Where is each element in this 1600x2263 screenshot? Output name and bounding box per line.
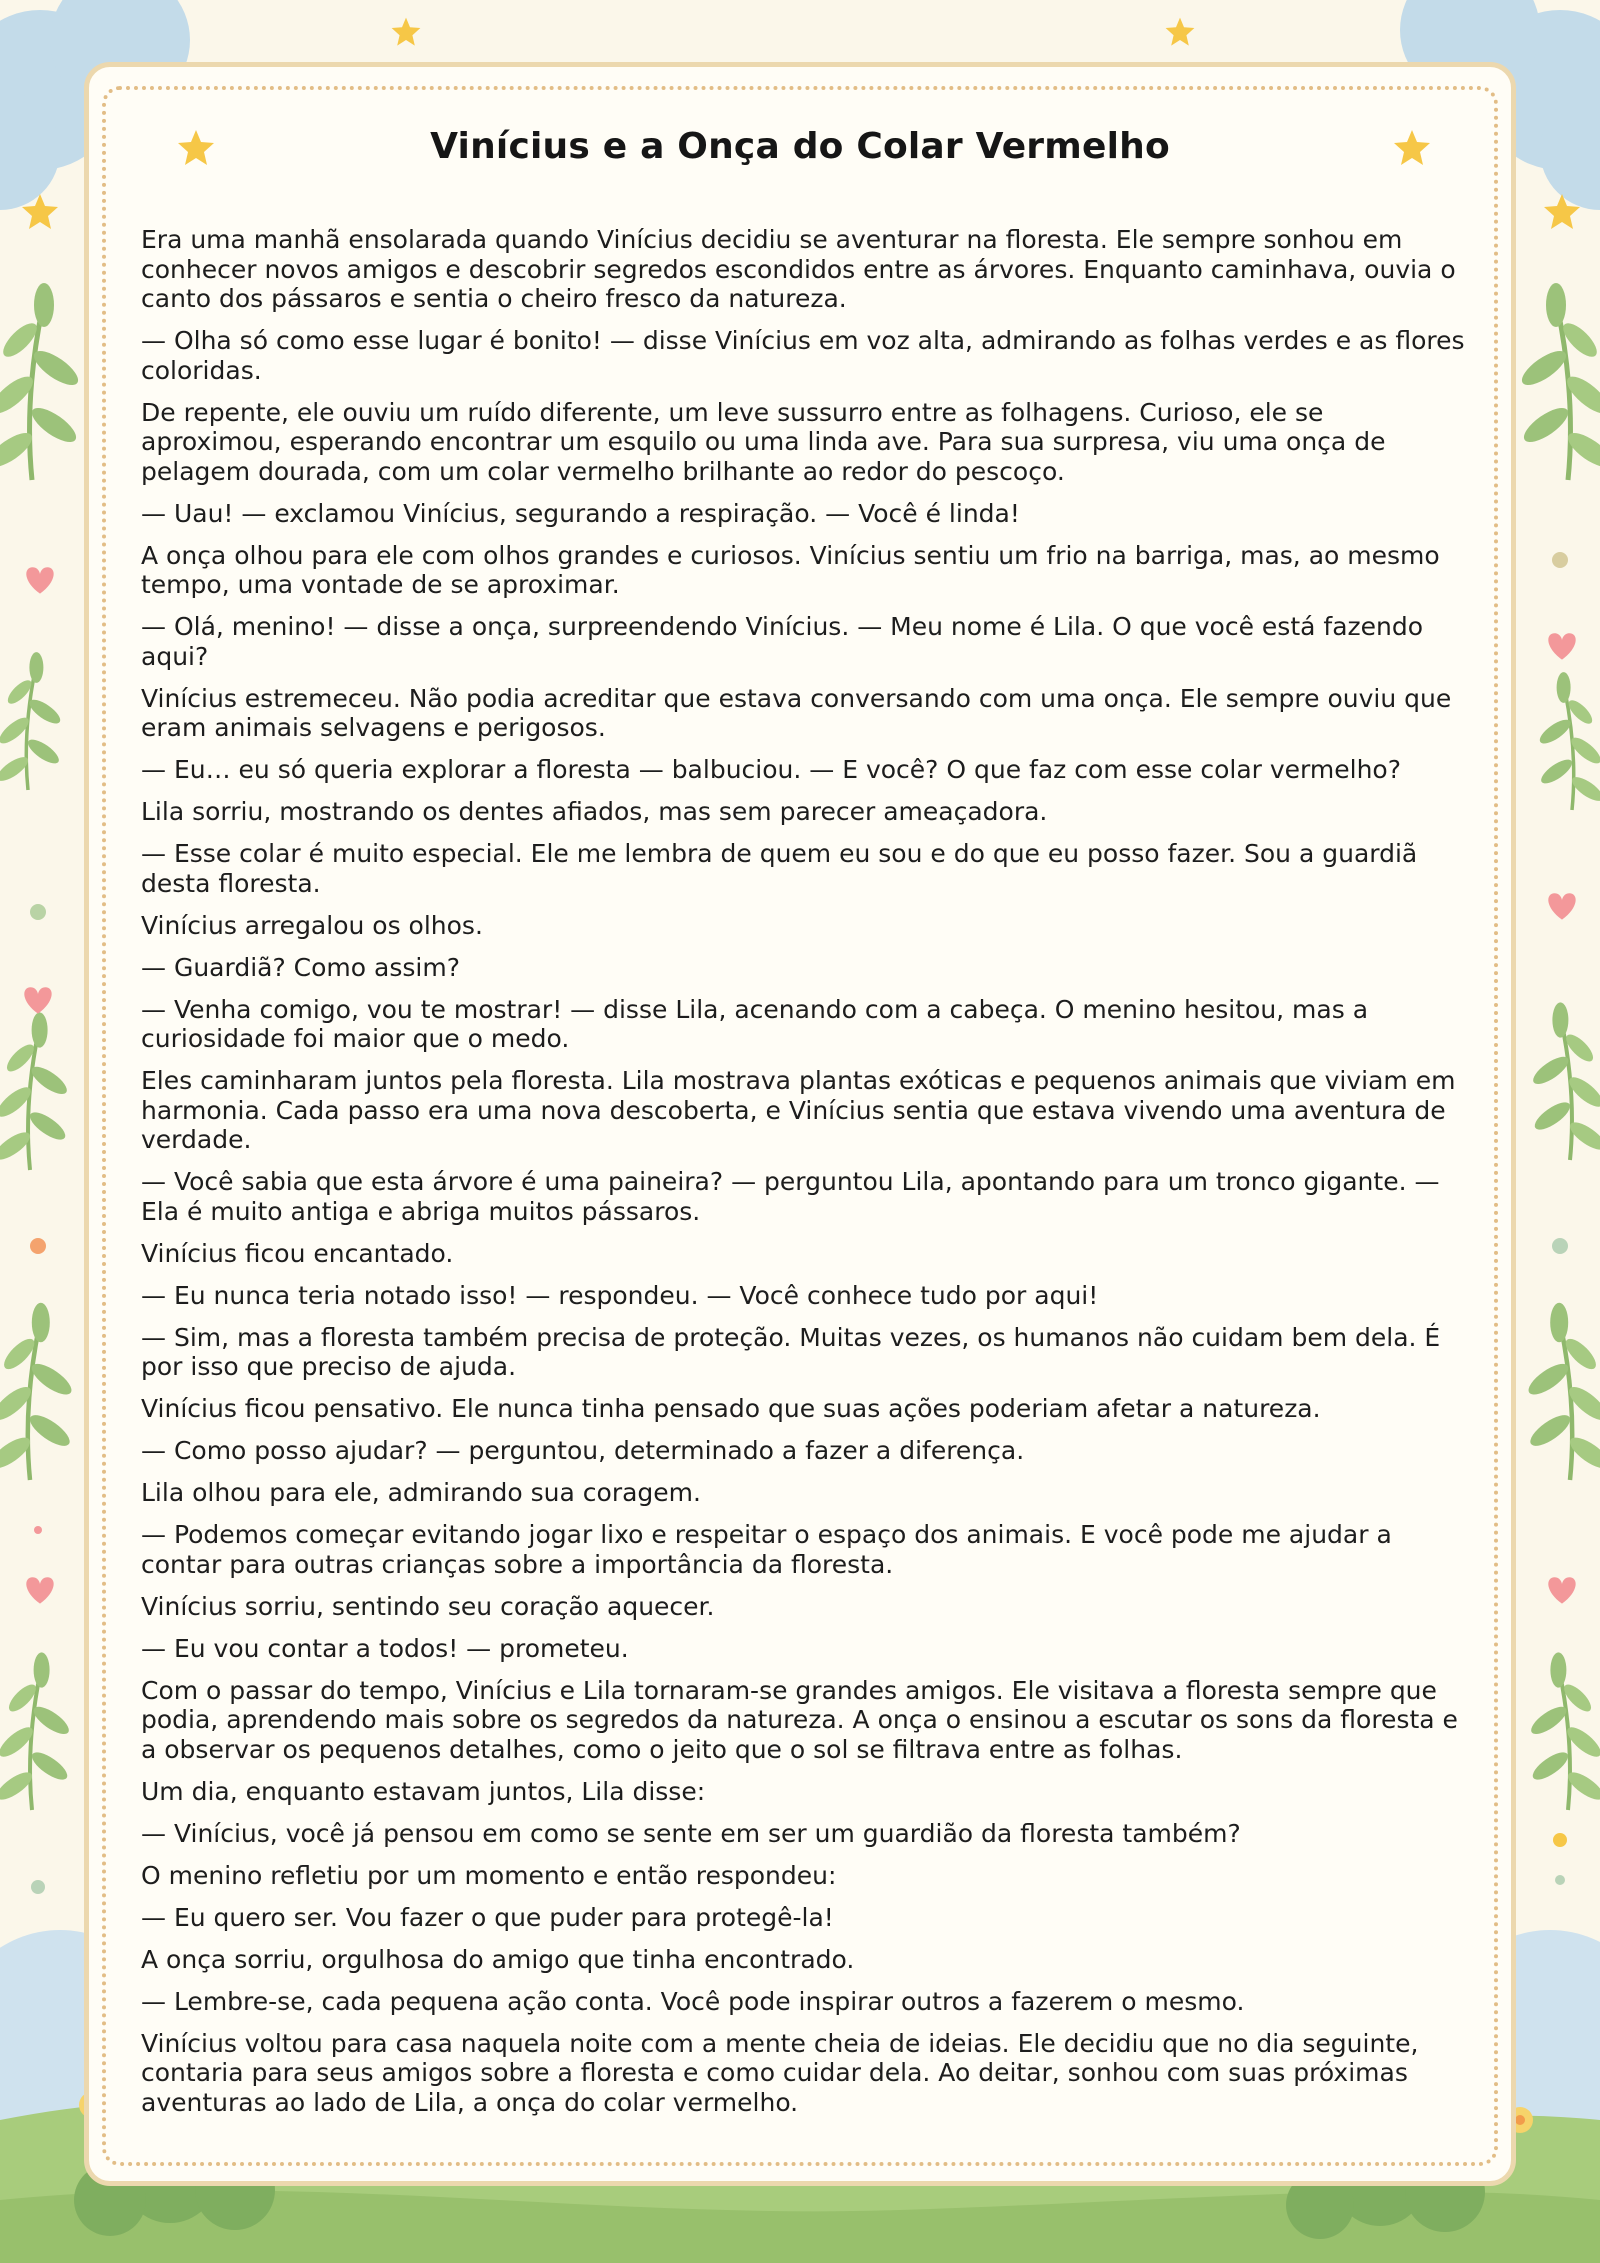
- story-paragraph: — Como posso ajudar? — perguntou, determinado a fazer a diferença.: [141, 1436, 1025, 1465]
- story-paragraph: — Venha comigo, vou te mostrar! — disse Lila, acenando com a cabeça. O menino hesitou, mas a curiosidade foi maior que o medo.: [141, 994, 1369, 1053]
- heart-icon: [1548, 1577, 1575, 1603]
- story-paragraph: Era uma manhã ensolarada quando Vinícius decidiu se aventurar na floresta. Ele sempre sonhou em conhecer novos amigos e descobrir segredos escondidos entre as árvores. Enquanto caminhava, ouvia o canto dos pássaros e sentia o cheiro fresco da natureza.: [141, 225, 1456, 313]
- story-paragraph: Lila olhou para ele, admirando sua coragem.: [141, 1478, 701, 1507]
- story-body: [141, 225, 1466, 2130]
- story-paragraph: — Olha só como esse lugar é bonito! — disse Vinícius em voz alta, admirando as folhas verdes e as flores coloridas.: [141, 326, 1465, 385]
- story-paragraph: — Lembre-se, cada pequena ação conta. Você pode inspirar outros a fazerem o mesmo.: [141, 1986, 1245, 2016]
- story-paragraph: Eles caminharam juntos pela floresta. Lila mostrava plantas exóticas e pequenos animais que viviam em harmonia. Cada passo era uma nova descoberta, e Vinícius sentia que estava vivendo uma aventura de verdade.: [141, 1066, 1456, 1154]
- story-paragraph: A onça sorriu, orgulhosa do amigo que tinha encontrado.: [141, 1944, 855, 1974]
- leaf-branch-icon: [0, 1012, 71, 1170]
- story-paragraph: — Uau! — exclamou Vinícius, segurando a respiração. — Você é linda!: [141, 498, 1020, 528]
- story-paragraph: — Você sabia que esta árvore é uma paineira? — perguntou Lila, apontando para um tronco gigante. — Ela é muito antiga e abriga muitos pássaros.: [141, 1167, 1440, 1226]
- story-title: Vinícius e a Onça do Colar Vermelho: [430, 126, 1170, 167]
- leaf-branch-icon: [0, 283, 83, 480]
- story-paragraph: O menino refletiu por um momento e então respondeu:: [141, 1860, 837, 1890]
- story-paragraph: — Esse colar é muito especial. Ele me lembra de quem eu sou e do que eu posso fazer. Sou a guardiã desta floresta.: [141, 839, 1418, 898]
- story-paragraph: Vinícius sorriu, sentindo seu coração aquecer.: [141, 1591, 715, 1621]
- story-paragraph: — Guardiã? Como assim?: [141, 952, 460, 982]
- story-paragraph: De repente, ele ouviu um ruído diferente, um leve sussurro entre as folhagens. Curioso, ele se aproximou, esperando encontrar um esquilo ou uma linda ave. Para sua surpresa, viu uma onça de pelagem dourada, com um colar vermelho brilhante ao redor do pescoço.: [141, 397, 1386, 486]
- leaf-branch-icon: [0, 652, 64, 790]
- story-paragraph: Vinícius voltou para casa naquela noite com a mente cheia de ideias. Ele decidiu que no dia seguinte, contaria para seus amigos sobre a floresta e como cuidar dela. Ao deitar, sonhou com suas próximas aventuras ao lado de Lila, a onça do colar vermelho.: [141, 2028, 1419, 2117]
- star-icon: [1166, 18, 1195, 46]
- leaf-branch-icon: [0, 1652, 73, 1810]
- leaf-branch-icon: [1536, 672, 1600, 810]
- story-paragraph: — Eu… eu só queria explorar a floresta — balbuciou. — E você? O que faz com esse colar vermelho?: [141, 755, 1401, 784]
- story-paragraph: — Podemos começar evitando jogar lixo e respeitar o espaço dos animais. E você pode me ajudar a contar para outras crianças sobre a importância da floresta.: [141, 1520, 1392, 1579]
- story-paragraph: — Eu nunca teria notado isso! — respondeu. — Você conhece tudo por aqui!: [141, 1280, 1099, 1310]
- story-paragraph: — Sim, mas a floresta também precisa de proteção. Muitas vezes, os humanos não cuidam bem dela. É por isso que preciso de ajuda.: [141, 1322, 1441, 1381]
- story-paragraph: — Eu quero ser. Vou fazer o que puder para protegê-la!: [141, 1902, 834, 1932]
- story-paragraph: Um dia, enquanto estavam juntos, Lila disse:: [141, 1776, 706, 1806]
- story-paragraph: — Eu vou contar a todos! — prometeu.: [141, 1633, 629, 1663]
- story-paragraph: Vinícius ficou pensativo. Ele nunca tinha pensado que suas ações poderiam afetar a natureza.: [141, 1394, 1321, 1423]
- story-paragraph: Lila sorriu, mostrando os dentes afiados, mas sem parecer ameaçadora.: [141, 797, 1048, 826]
- leaf-branch-icon: [1527, 1652, 1600, 1810]
- heart-icon: [24, 987, 51, 1013]
- story-paragraph: Vinícius ficou encantado.: [141, 1238, 454, 1268]
- story-paragraph: Vinícius arregalou os olhos.: [141, 910, 483, 940]
- leaf-branch-icon: [1529, 1002, 1600, 1160]
- story-paragraph: Com o passar do tempo, Vinícius e Lila tornaram-se grandes amigos. Ele visitava a floresta sempre que podia, aprendendo mais sobre os segredos da natureza. A onça o ensinou a escutar os sons da floresta e a observar os pequenos detalhes, como o jeito que o sol se filtrava entre as folhas.: [141, 1675, 1458, 1764]
- leaf-branch-icon: [0, 1303, 76, 1480]
- leaf-branch-icon: [1524, 1303, 1600, 1480]
- story-paragraph: — Vinícius, você já pensou em como se sente em ser um guardião da floresta também?: [141, 1818, 1241, 1848]
- story-paragraph: Vinícius estremeceu. Não podia acreditar que estava conversando com uma onça. Ele sempre ouviu que eram animais selvagens e perigosos.: [141, 683, 1452, 742]
- heart-icon: [1548, 893, 1575, 919]
- leaf-branch-icon: [1517, 283, 1600, 480]
- heart-icon: [26, 1577, 53, 1603]
- heart-icon: [26, 567, 53, 593]
- star-icon: [392, 18, 421, 46]
- heart-icon: [1548, 633, 1575, 659]
- story-paragraph: A onça olhou para ele com olhos grandes e curiosos. Vinícius sentiu um frio na barriga, mas, ao mesmo tempo, uma vontade de se aproximar.: [141, 540, 1440, 599]
- story-paragraph: — Olá, menino! — disse a onça, surpreendendo Vinícius. — Meu nome é Lila. O que você está fazendo aqui?: [141, 612, 1424, 671]
